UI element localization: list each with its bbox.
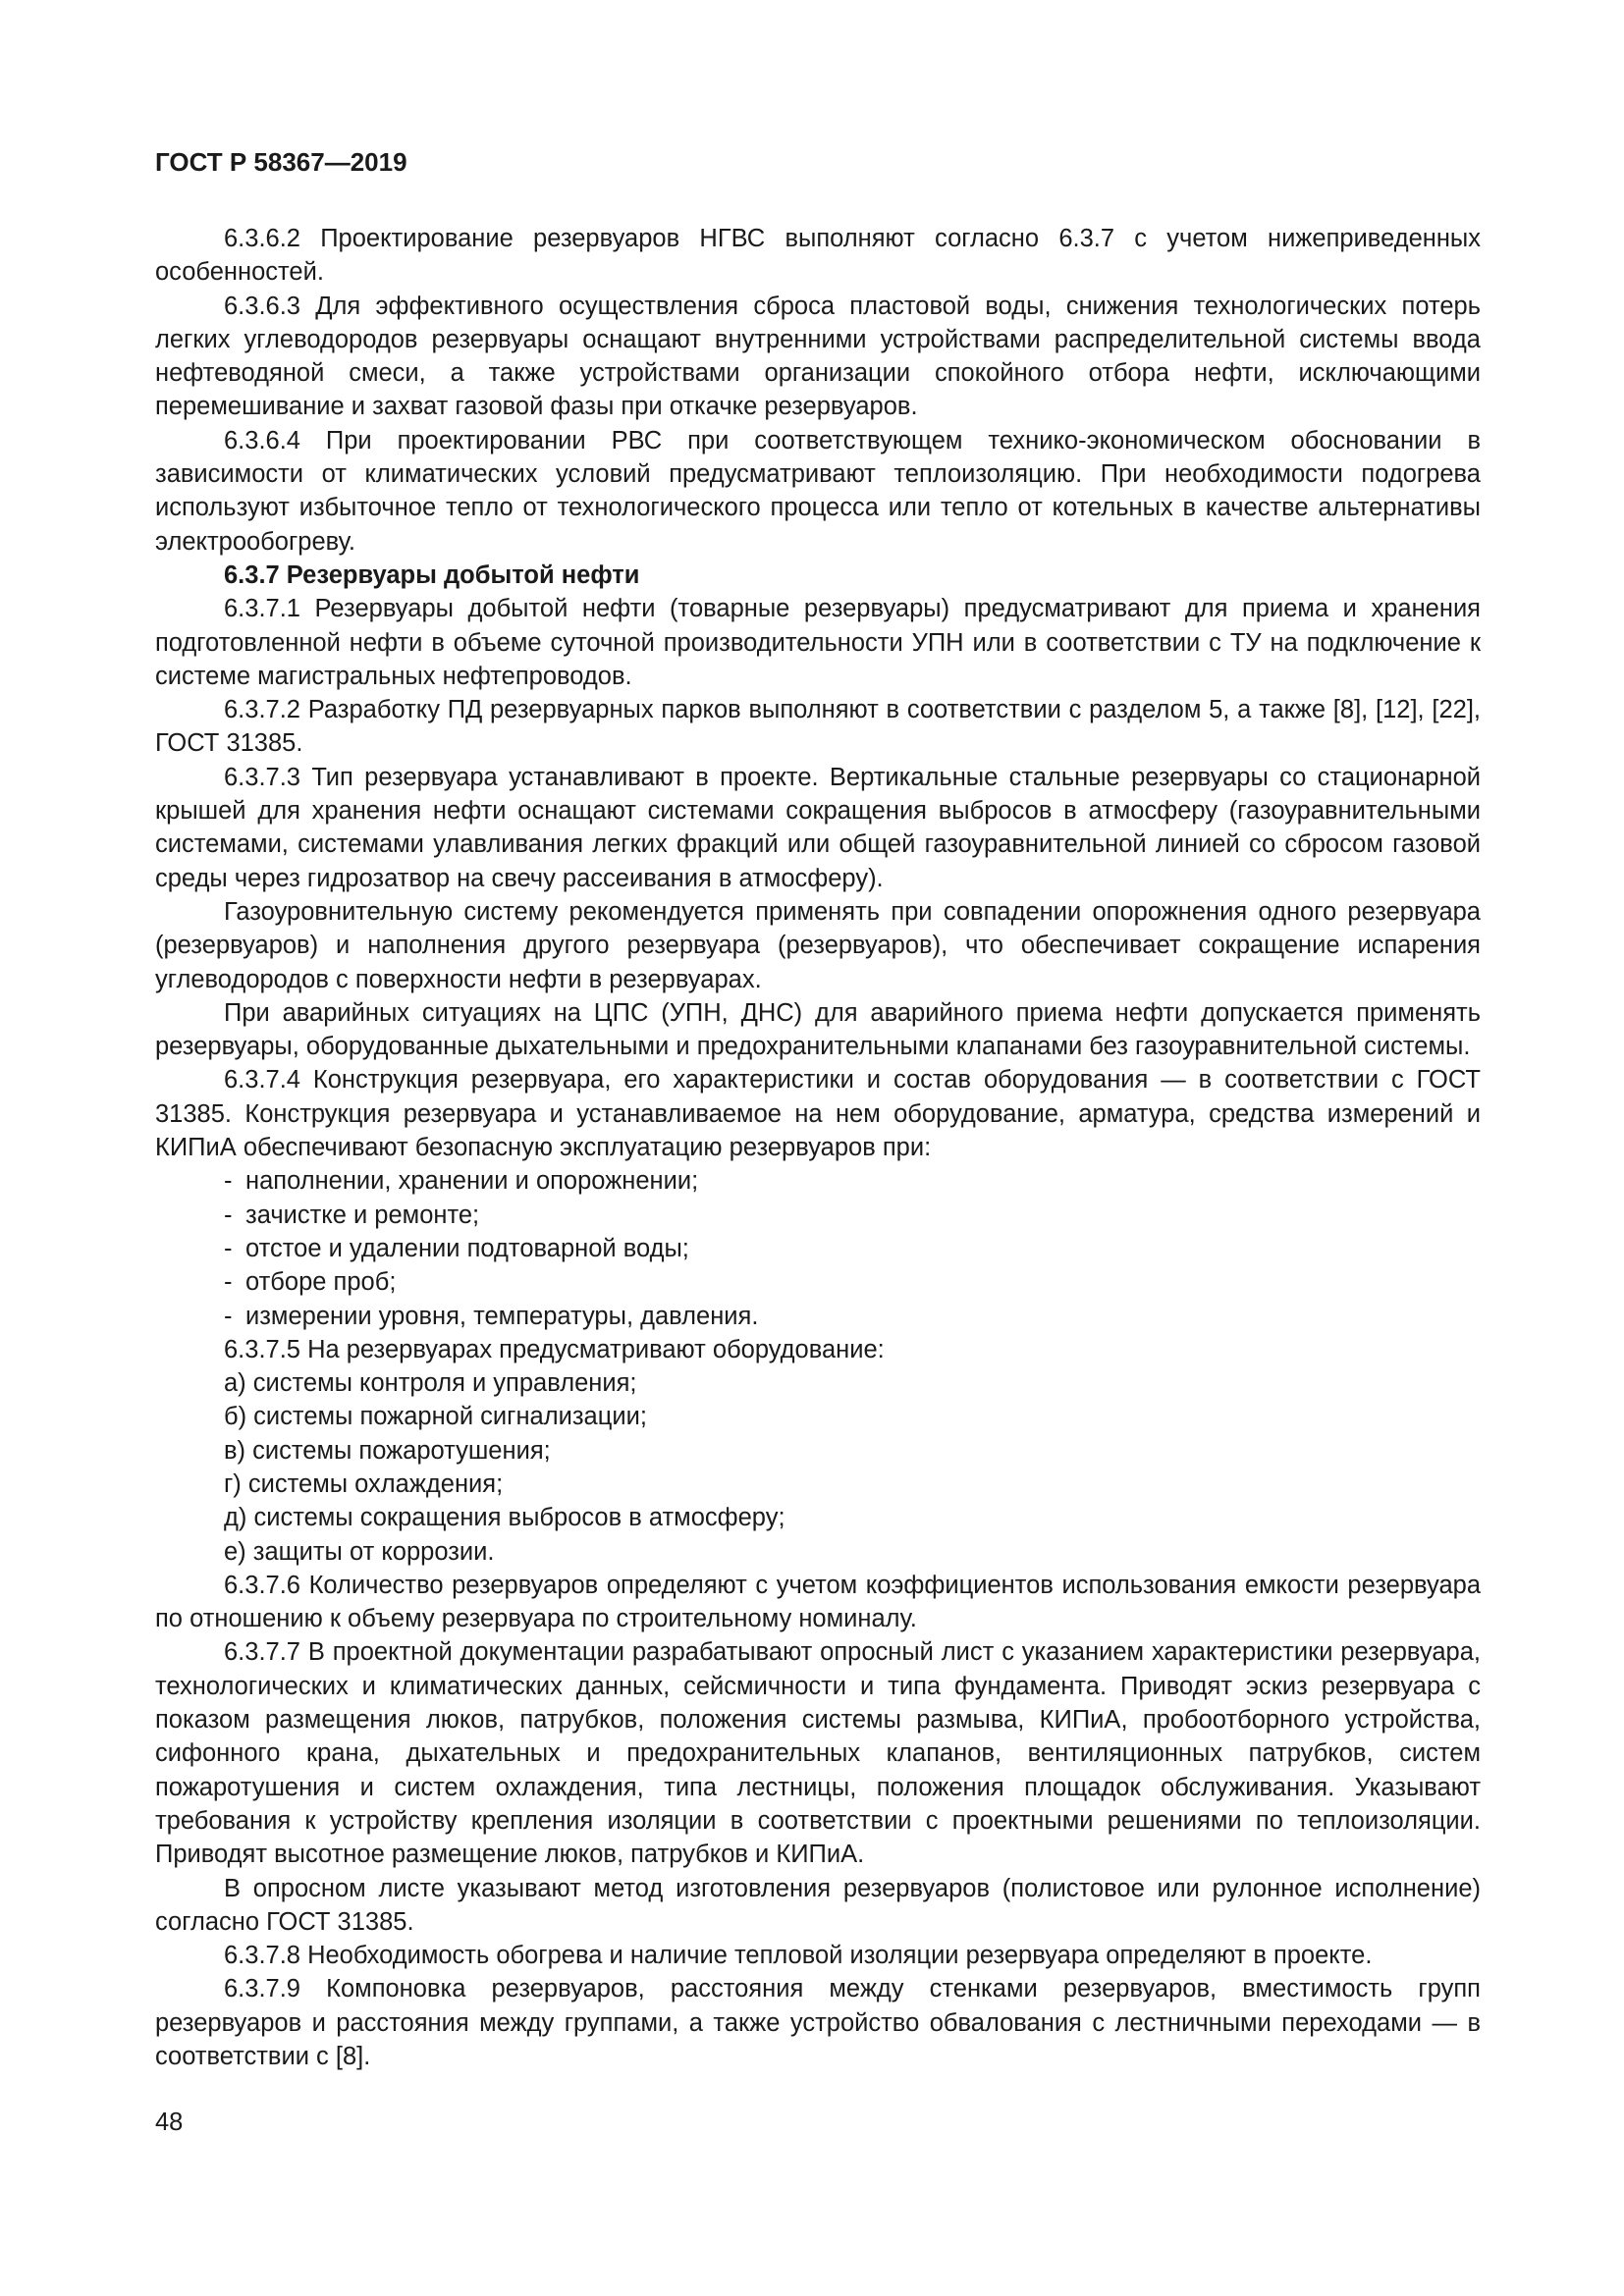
list-item: г) системы охлаждения; [224,1469,504,1498]
paragraph-6-3-7-9: 6.3.7.9 Компоновка резервуаров, расстояния между стенками резервуаров, вместимость групп резервуаров и расстояния между группами, а также устройство обвалования с лестничными переходами — в соответствии с [8]. [155,1975,1481,2071]
document-body [155,222,1481,2073]
section-heading-6-3-7: 6.3.7 Резервуары добытой нефти [224,561,640,589]
list-item: - отстое и удалении подтоварной воды; [224,1232,1481,1265]
paragraph-6-3-7-3: 6.3.7.3 Тип резервуара устанавливают в проекте. Вертикальные стальные резервуары со стационарной крышей для хранения нефти оснащают системами сокращения выбросов в атмосферу (газоуравнительными системами, системами улавливания легких фракций или общей газоуравнительной линией со сбросом газовой среды через гидрозатвор на свечу рассеивания в атмосферу). [155,763,1481,892]
list-item: в) системы пожаротушения; [224,1436,551,1465]
paragraph-6-3-7-1: 6.3.7.1 Резервуары добытой нефти (товарные резервуары) предусматривают для приема и хранения подготовленной нефти в объеме суточной производительности УПН или в соответствии с ТУ на подключение к системе магистральных нефтепроводов. [155,595,1481,690]
operation-conditions-list [155,1164,1481,1332]
paragraph-6-3-6-4: 6.3.6.4 При проектировании РВС при соответствующем технико-экономическом обосновании в зависимости от климатических условий предусматривают теплоизоляцию. При необходимости подогрева используют избыточное тепло от технологического процесса или тепло от котельных в качестве альтернативы электрообогреву. [155,426,1481,556]
list-item: б) системы пожарной сигнализации; [224,1403,647,1431]
paragraph-6-3-7-6: 6.3.7.6 Количество резервуаров определяют с учетом коэффициентов использования емкости резервуара по отношению к объему резервуара по строительному номиналу. [155,1571,1481,1633]
paragraph-6-3-7-7: 6.3.7.7 В проектной документации разрабатывают опросный лист с указанием характеристики резервуара, технологических и климатических данных, сейсмичности и типа фундамента. Приводят эскиз резервуара с показом размещения люков, патрубков, положения системы размыва, КИПиА, пробоотборного устройства, сифонного крана, дыхательных и предохранительных клапанов, вентиляционных патрубков, систем пожаротушения и систем охлаждения, типа лестницы, положения площадок обслуживания. Указывают требования к устройству крепления изоляции в соответствии с проектными решениями по теплоизоляции. Приводят высотное размещение люков, патрубков и КИПиА. [155,1638,1481,1869]
list-item: - отборе проб; [224,1265,1481,1299]
page-number: 48 [155,2109,184,2136]
document-page [155,145,1481,2073]
paragraph-6-3-7-8: 6.3.7.8 Необходимость обогрева и наличие тепловой изоляции резервуара определяют в проекте. [224,1942,1373,1970]
list-item: а) системы контроля и управления; [224,1369,637,1398]
equipment-list [155,1366,1481,1569]
list-item: - зачистке и ремонте; [224,1199,1481,1232]
paragraph-6-3-7-2: 6.3.7.2 Разработку ПД резервуарных парков выполняют в соответствии с разделом 5, а также [8], [12], [22], ГОСТ 31385. [155,696,1481,758]
paragraph-gas-system: Газоуровнительную систему рекомендуется применять при совпадении опорожнения одного резервуара (резервуаров) и наполнения другого резервуара (резервуаров), что обеспечивает сокращение испарения углеводородов с поверхности нефти в резервуарах. [155,897,1481,993]
paragraph-emergency: При аварийных ситуациях на ЦПС (УПН, ДНС) для аварийного приема нефти допускается применять резервуары, оборудованные дыхательными и предохранительными клапанами без газоуравнительной системы. [155,998,1481,1061]
list-item: - наполнении, хранении и опорожнении; [224,1164,1481,1198]
list-item: д) системы сокращения выбросов в атмосферу; [224,1504,785,1532]
paragraph-6-3-7-5: 6.3.7.5 На резервуарах предусматривают оборудование: [224,1335,885,1363]
paragraph-6-3-6-2: 6.3.6.2 Проектирование резервуаров НГВС выполняют согласно 6.3.7 с учетом нижеприведенных особенностей. [155,225,1481,287]
list-item: - измерении уровня, температуры, давления. [224,1300,1481,1333]
paragraph-questionnaire: В опросном листе указывают метод изготовления резервуаров (полистовое или рулонное исполнение) согласно ГОСТ 31385. [155,1874,1481,1936]
paragraph-6-3-6-3: 6.3.6.3 Для эффективного осуществления сброса пластовой воды, снижения технологических потерь легких углеводородов резервуары оснащают внутренними устройствами распределительной системы ввода нефтеводяной смеси, а также устройствами организации спокойного отбора нефти, исключающими перемешивание и захват газовой фазы при откачке резервуаров. [155,292,1481,421]
list-item: е) защиты от коррозии. [224,1537,495,1566]
document-header: ГОСТ Р 58367—2019 [155,147,407,177]
paragraph-6-3-7-4: 6.3.7.4 Конструкция резервуара, его характеристики и состав оборудования — в соответствии с ГОСТ 31385. Конструкция резервуара и устанавливаемое на нем оборудование, арматура, средства измерений и КИПиА обеспечивают безопасную эксплуатацию резервуаров при: [155,1066,1481,1162]
